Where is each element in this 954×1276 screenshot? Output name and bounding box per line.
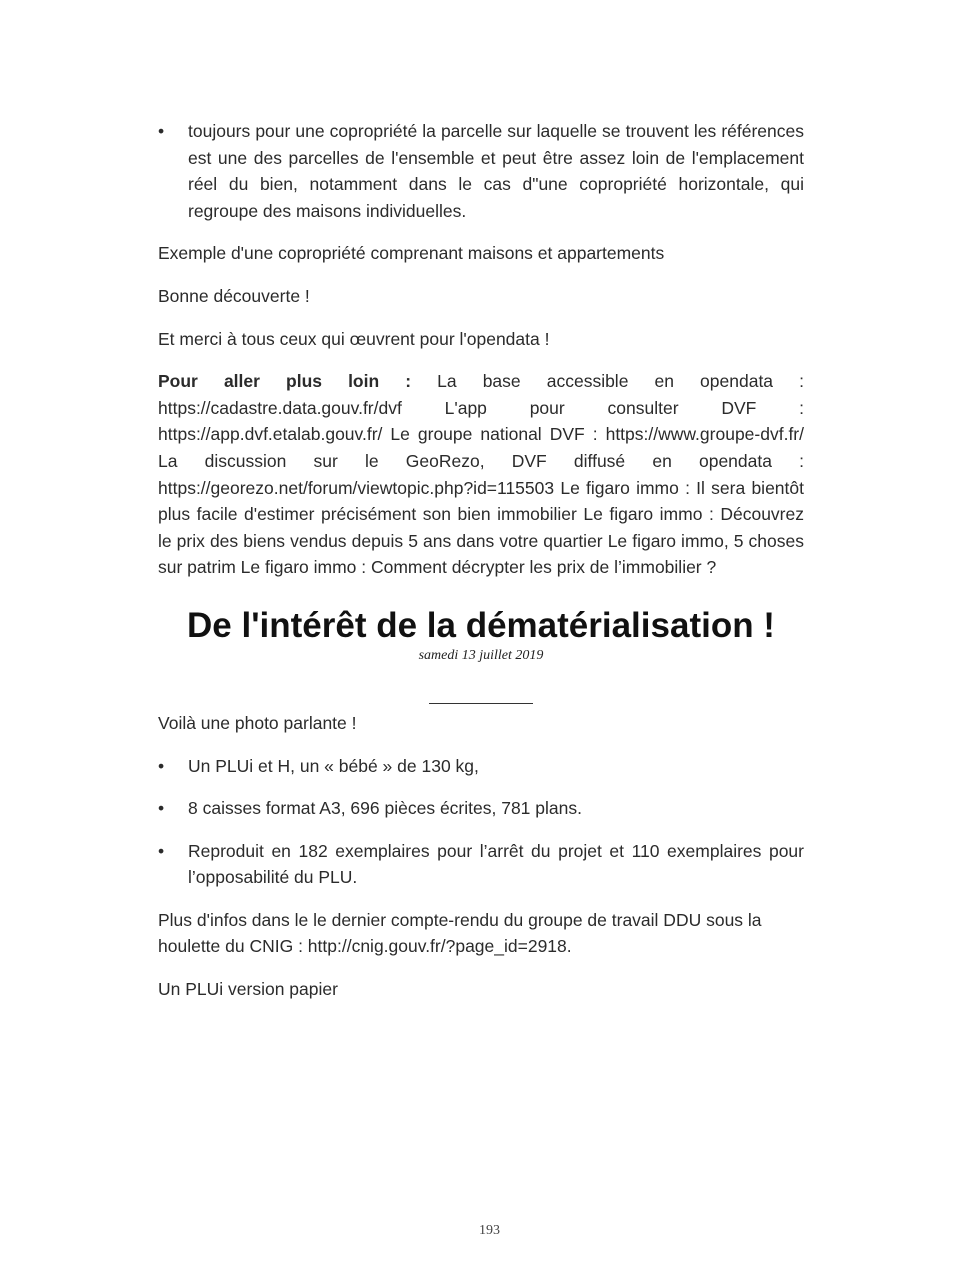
further-reading-lead: Pour aller plus loin : [158, 371, 412, 392]
paragraph-example: Exemple d'une copropriété comprenant maisons et appartements [158, 243, 665, 264]
list-item [158, 795, 804, 822]
bullet-icon: • [158, 121, 165, 141]
list-item [158, 753, 804, 780]
bullet-icon: • [158, 798, 165, 819]
list-item-text: 8 caisses format A3, 696 pièces écrites, 781 plans. [188, 798, 582, 819]
paragraph-thanks: Et merci à tous ceux qui œuvrent pour l'opendata ! [158, 328, 550, 349]
list-item-text: Un PLUi et H, un « bébé » de 130 kg, [188, 755, 479, 776]
article-intro: Voilà une photo parlante ! [158, 712, 357, 733]
top-bullet-list [158, 118, 804, 224]
page-content [158, 118, 804, 1019]
further-reading [158, 368, 804, 581]
title-separator [429, 703, 533, 704]
article-title: De l'intérêt de la dématérialisation ! [187, 605, 775, 645]
paragraph-greeting: Bonne découverte ! [158, 285, 310, 306]
article-caption: Un PLUi version papier [158, 979, 338, 1000]
page-number: 193 [479, 1223, 500, 1238]
list-item [158, 838, 804, 891]
article-more-info[interactable]: Plus d'infos dans le le dernier compte-rendu du groupe de travail DDU sous la houlette du CNIG : http://cnig.gouv.fr/?page_id=2918. [158, 909, 762, 957]
further-reading-links[interactable]: La base accessible en opendata : https://cadastre.data.gouv.fr/dvf L'app pour consulter DVF : https://app.dvf.etalab.gouv.fr/ Le groupe national DVF : https://www.groupe-dvf.fr/ La discussion sur le GeoRezo, DVF diffusé en opendata : https://georezo.net/forum/viewtopic.php?id=115503 Le figaro immo : Il sera bientôt plus facile d'estimer précisément son bien immobilier Le figaro immo : Découvrez le prix des biens vendus depuis 5 ans dans votre quartier Le figaro immo, 5 choses sur patrim Le figaro immo : Comment décrypter les prix de l’immobilier ? [158, 371, 804, 578]
list-item [158, 118, 804, 224]
bullet-icon: • [158, 840, 165, 861]
list-item-text: toujours pour une copropriété la parcelle sur laquelle se trouvent les références est une des parcelles de l'ensemble et peut être assez loin de l'emplacement réel du bien, notamment dans le cas d"une copropriété horizontale, qui regroupe des maisons individuelles. [188, 121, 804, 221]
article-bullet-list [158, 753, 804, 891]
bullet-icon: • [158, 755, 165, 776]
list-item-text: Reproduit en 182 exemplaires pour l’arrêt du projet et 110 exemplaires pour l’opposabilité du PLU. [188, 840, 804, 888]
article-date: samedi 13 juillet 2019 [418, 647, 544, 663]
article-header [158, 605, 804, 704]
